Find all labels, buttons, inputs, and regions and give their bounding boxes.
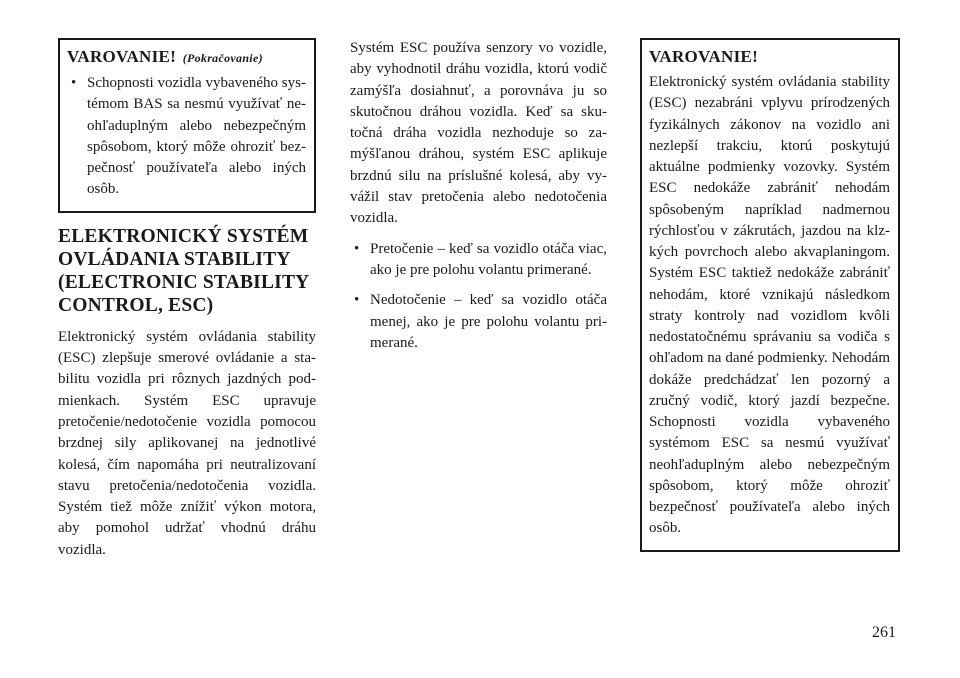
warning-bullet-item — [67, 73, 306, 201]
warning-box — [640, 38, 900, 552]
warning-bullet-text: Schopnosti vozidla vybaveného systémom BAS sa nesmú využívať neohľaduplným alebo nebezpečným spôsobom, ktorý môže ohroziť bezpečnosť používateľa alebo iných osôb. — [87, 75, 306, 198]
warning-title: VAROVANIE! — [649, 47, 759, 66]
oversteer-understeer-list — [350, 239, 607, 354]
esc-intro-paragraph: Elektronický systém ovládania stability (ESC) zlepšuje smerové ovládanie a stabilitu vozidla pri rôznych jazdných podmienkach. Systém ESC upravuje pretočenie/nedotočenie vozidla pomocou brzdnej sily aplikovanej na jednotlivé kolesá, čím napomáha pri neutralizovaní stavu pretočenia/nedotočenia vozidla. Systém tiež môže znížiť výkon motora, aby pomohol udržať vhodnú dráhu vozidla. — [58, 328, 316, 558]
section-heading: ELEKTRONICKÝ SYSTÉM OVLÁDANIA STABILITY (ELECTRONIC STABILITY CONTROL, ESC) — [58, 225, 309, 316]
list-item — [350, 290, 607, 354]
bullet-icon: • — [354, 292, 360, 309]
warning-bullet-list — [67, 73, 306, 201]
left-column — [58, 38, 316, 561]
page-number: 261 — [872, 624, 896, 641]
warning-text: Elektronický systém ovládania stability (ESC) nezabráni vplyvu prírodzených fyzikálnych zákonov na vozidlo ani nezlepší trakciu, ktorú poskytujú aktuálne podmienky vozovky. Systém ESC nedokáže zabrániť nehodám spôsobeným napríklad nadmernou rýchlosťou v zákrutách, jazdou na klzkých povrchoch alebo akvaplaningom. Systém ESC taktiež nedokáže zabrániť nehodám, ktoré vznikajú následkom straty kontroly nad vozidlom kvôli nedostatočnému správaniu sa vodiča s ohľadom na dané podmienky. Nehodám dokáže predchádzať len pozorný a zručný vodič, ktorý jazdí bezpečne. Schopnosti vozidla vybaveného systémom ESC sa nesmú využívať neohľaduplným alebo nebezpečným spôsobom, ktorý môže ohroziť bezpečnosť používateľa alebo iných osôb. — [649, 74, 890, 537]
bullet-icon: • — [354, 240, 360, 257]
list-item-text: Nedotočenie – keď sa vozidlo otáča menej, ako je pre polohu volantu primerané. — [370, 292, 607, 351]
esc-sensor-paragraph: Systém ESC používa senzory vo vozidle, aby vyhodnotil dráhu vozidla, ktorú vodič zamýšľa dosiahnuť, a porovnáva ju so skutočnou dráhou vozidla. Keď sa skutočná dráha vozidla nezhoduje so zamýšľanou dráhou, systém ESC aplikuje brzdnú silu na príslušné kolesá, aby vyvážil stav pretočenia alebo nedotočenia vozidla. — [350, 40, 607, 227]
warning-title-text: VAROVANIE! — [67, 47, 177, 66]
warning-box-continued — [58, 38, 316, 213]
warning-continued-label: (Pokračovanie) — [182, 51, 263, 65]
right-column — [640, 38, 900, 552]
bullet-icon: • — [71, 75, 77, 91]
list-item — [350, 239, 607, 282]
list-item-text: Pretočenie – keď sa vozidlo otáča viac, ako je pre polohu volantu primerané. — [370, 240, 607, 278]
warning-title — [67, 46, 306, 69]
middle-column — [350, 38, 607, 363]
